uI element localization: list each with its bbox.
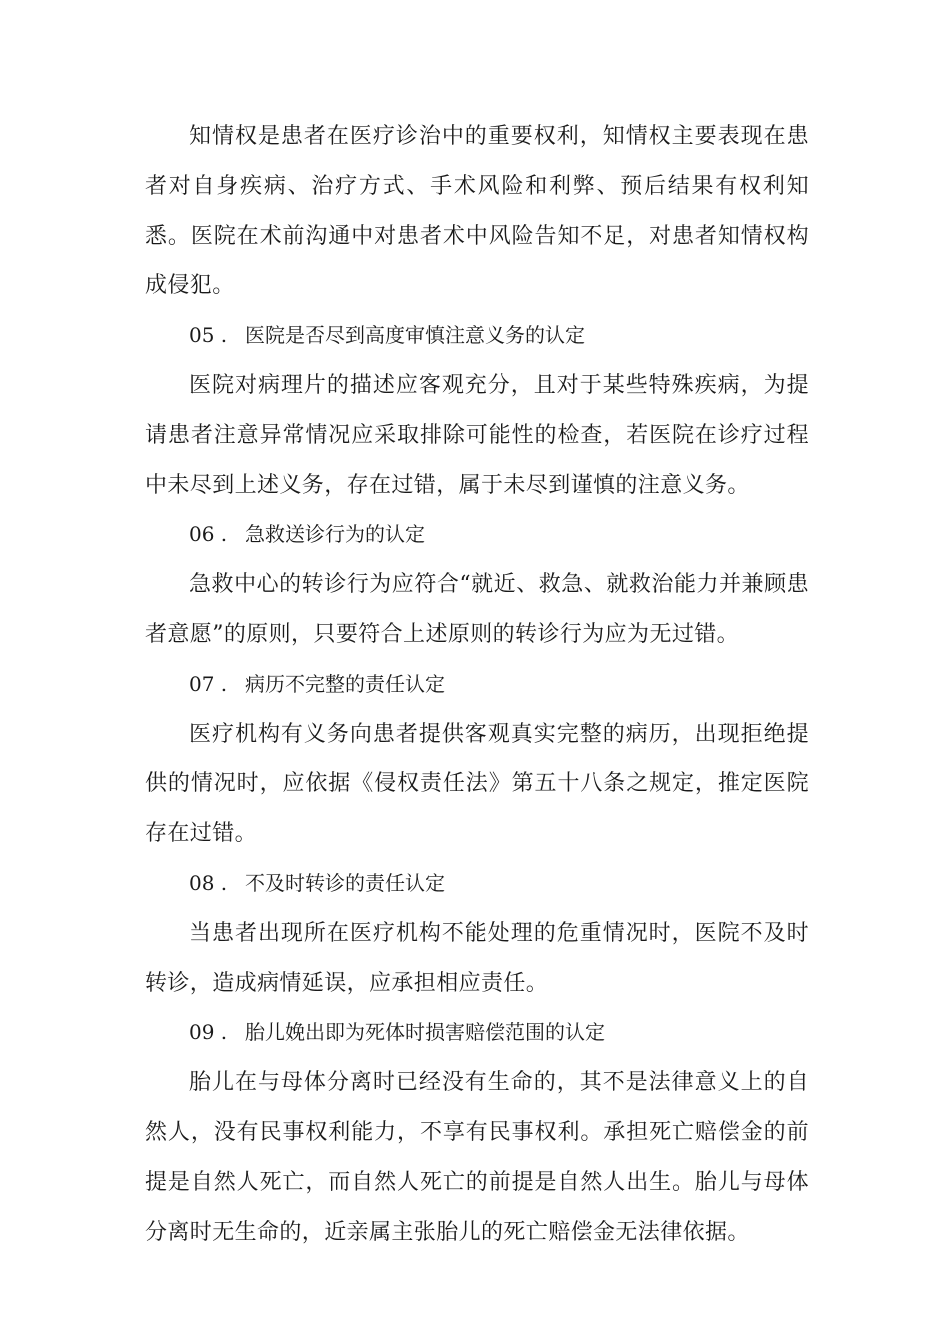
section-body: 胎儿在与母体分离时已经没有生命的，其不是法律意义上的自然人，没有民事权利能力，不享有民事权利。承担死亡赔偿金的前提是自然人死亡，而自然人死亡的前提是自然人出生。胎儿与母体分离时无生命的，近亲属主张胎儿的死亡赔偿金无法律依据。 (145, 1070, 809, 1245)
section-09 (145, 1008, 809, 1257)
document-page (145, 112, 809, 1257)
section-heading (145, 311, 809, 361)
section-heading (145, 660, 809, 710)
section-number: 06 . (189, 522, 228, 547)
section-body: 医疗机构有义务向患者提供客观真实完整的病历，出现拒绝提供的情况时，应依据《侵权责任法》第五十八条之规定，推定医院存在过错。 (145, 721, 809, 847)
section-body: 医院对病理片的描述应客观充分，且对于某些特殊疾病，为提请患者注意异常情况应采取排除可能性的检查，若医院在诊疗过程中未尽到上述义务，存在过错，属于未尽到谨慎的注意义务。 (145, 372, 809, 498)
section-heading (145, 859, 809, 909)
section-heading (145, 1008, 809, 1058)
section-05 (145, 311, 809, 510)
section-body: 当患者出现所在医疗机构不能处理的危重情况时，医院不及时转诊，造成病情延误，应承担相应责任。 (145, 920, 809, 996)
section-title: 胎儿娩出即为死体时损害赔偿范围的认定 (245, 1020, 605, 1045)
section-number: 08 . (189, 870, 228, 895)
section-07 (145, 660, 809, 859)
section-title: 急救送诊行为的认定 (245, 522, 425, 547)
section-number: 09 . (189, 1020, 228, 1045)
intro-paragraph: 知情权是患者在医疗诊治中的重要权利，知情权主要表现在患者对自身疾病、治疗方式、手术风险和利弊、预后结果有权利知悉。医院在术前沟通中对患者术中风险告知不足，对患者知情权构成侵犯。 (145, 124, 809, 299)
section-body: 急救中心的转诊行为应符合“就近、救急、就救治能力并兼顾患者意愿”的原则，只要符合上述原则的转诊行为应为无过错。 (145, 572, 809, 647)
section-06 (145, 510, 809, 659)
section-number: 05 . (189, 323, 228, 348)
section-title: 不及时转诊的责任认定 (245, 870, 445, 895)
section-heading (145, 510, 809, 560)
section-title: 医院是否尽到高度审慎注意义务的认定 (245, 323, 585, 348)
section-number: 07 . (189, 671, 228, 696)
section-08 (145, 859, 809, 1008)
section-title: 病历不完整的责任认定 (245, 671, 445, 696)
